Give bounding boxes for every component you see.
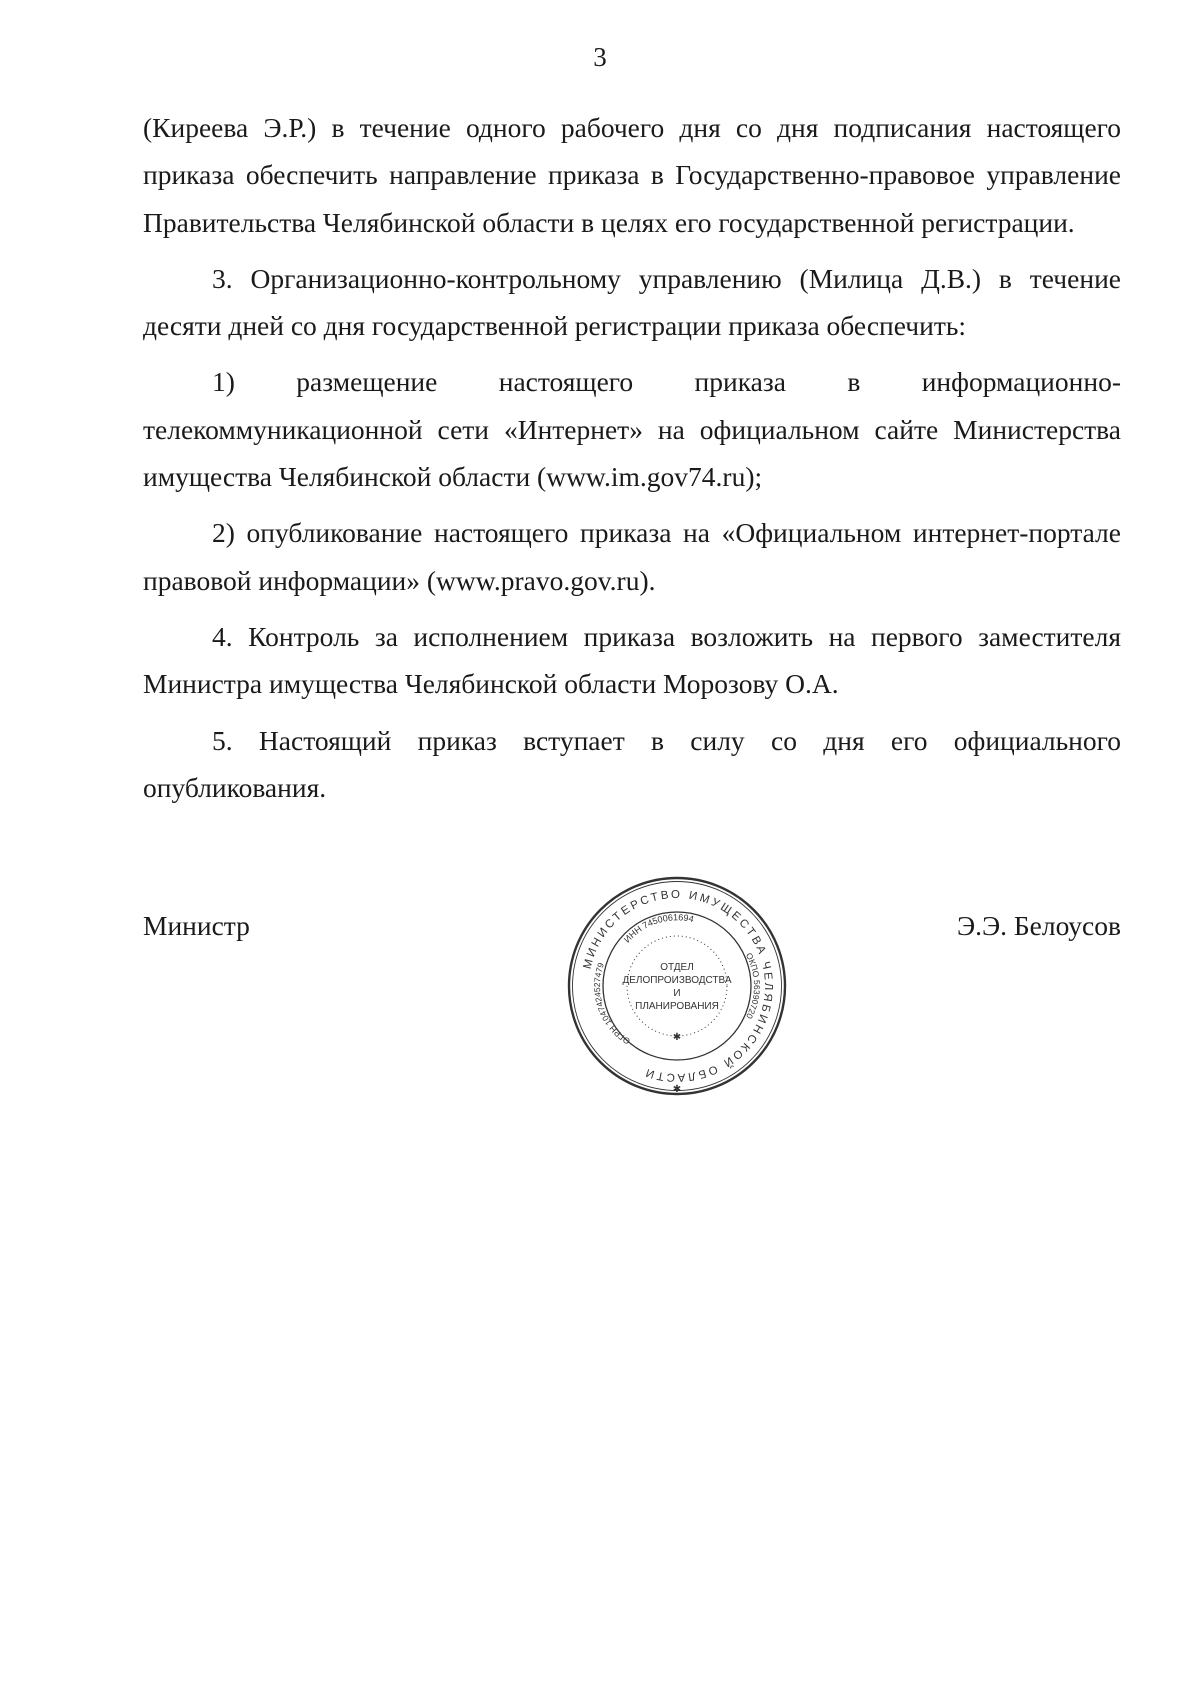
page-number: 3 bbox=[593, 42, 607, 72]
seal-center-line-1: ОТДЕЛ bbox=[660, 962, 694, 973]
seal-inner-ring bbox=[627, 936, 727, 1036]
seal-star-icon: ✱ bbox=[672, 1032, 682, 1043]
paragraph-subitem-1: 1) размещение настоящего приказа в информационно-телекоммуникационной сети «Интернет» на официальном сайте Министерства имущества Челябинской области (www.im.gov74.ru); bbox=[143, 366, 1121, 493]
seal-ogrn: ОГРН 1047424527479 bbox=[591, 961, 632, 1047]
seal-center-line-3: И bbox=[673, 988, 681, 999]
seal-bottom-star-icon: ✱ bbox=[672, 1084, 682, 1095]
seal-center-line-4: ПЛАНИРОВАНИЯ bbox=[635, 1001, 719, 1012]
seal-inn: ИНН 7450061694 bbox=[621, 912, 695, 945]
official-seal bbox=[565, 874, 789, 1098]
seal-outer-text: МИНИСТЕРСТВО ИМУЩЕСТВА ЧЕЛЯБИНСКОЙ ОБЛАСТИ bbox=[581, 888, 775, 1084]
seal-center-line-2: ДЕЛОПРОИЗВОДСТВА bbox=[622, 975, 732, 986]
seal-okpo: ОКПО 56390720 bbox=[743, 951, 763, 1021]
svg-text:ОГРН 1047424527479 bbox=[592, 961, 632, 1046]
official-seal-graphic bbox=[565, 874, 789, 1098]
signature-position: Министр bbox=[143, 910, 250, 941]
paragraph-continuation: (Киреева Э.Р.) в течение одного рабочего дня со дня подписания настоящего приказа обеспечить направление приказа в Государственно-правовое управление Правительства Челябинской области в целях его государственной регистрации. bbox=[143, 112, 1121, 238]
paragraph-item-5: 5. Настоящий приказ вступает в силу со дня его официального опубликования. bbox=[143, 724, 1121, 803]
paragraph-item-3: 3. Организационно-контрольному управлению (Милица Д.В.) в течение десяти дней со дня государственной регистрации приказа обеспечить: bbox=[143, 262, 1121, 342]
paragraph-subitem-2: 2) опубликование настоящего приказа на «Официальном интернет-портале правовой информации» (www.pravo.gov.ru). bbox=[143, 517, 1121, 596]
paragraph-item-4: 4. Контроль за исполнением приказа возложить на первого заместителя Министра имущества Челябинской области Морозову О.А. bbox=[143, 620, 1121, 700]
signature-name: Э.Э. Белоусов bbox=[956, 910, 1121, 941]
document-body bbox=[143, 104, 1121, 820]
